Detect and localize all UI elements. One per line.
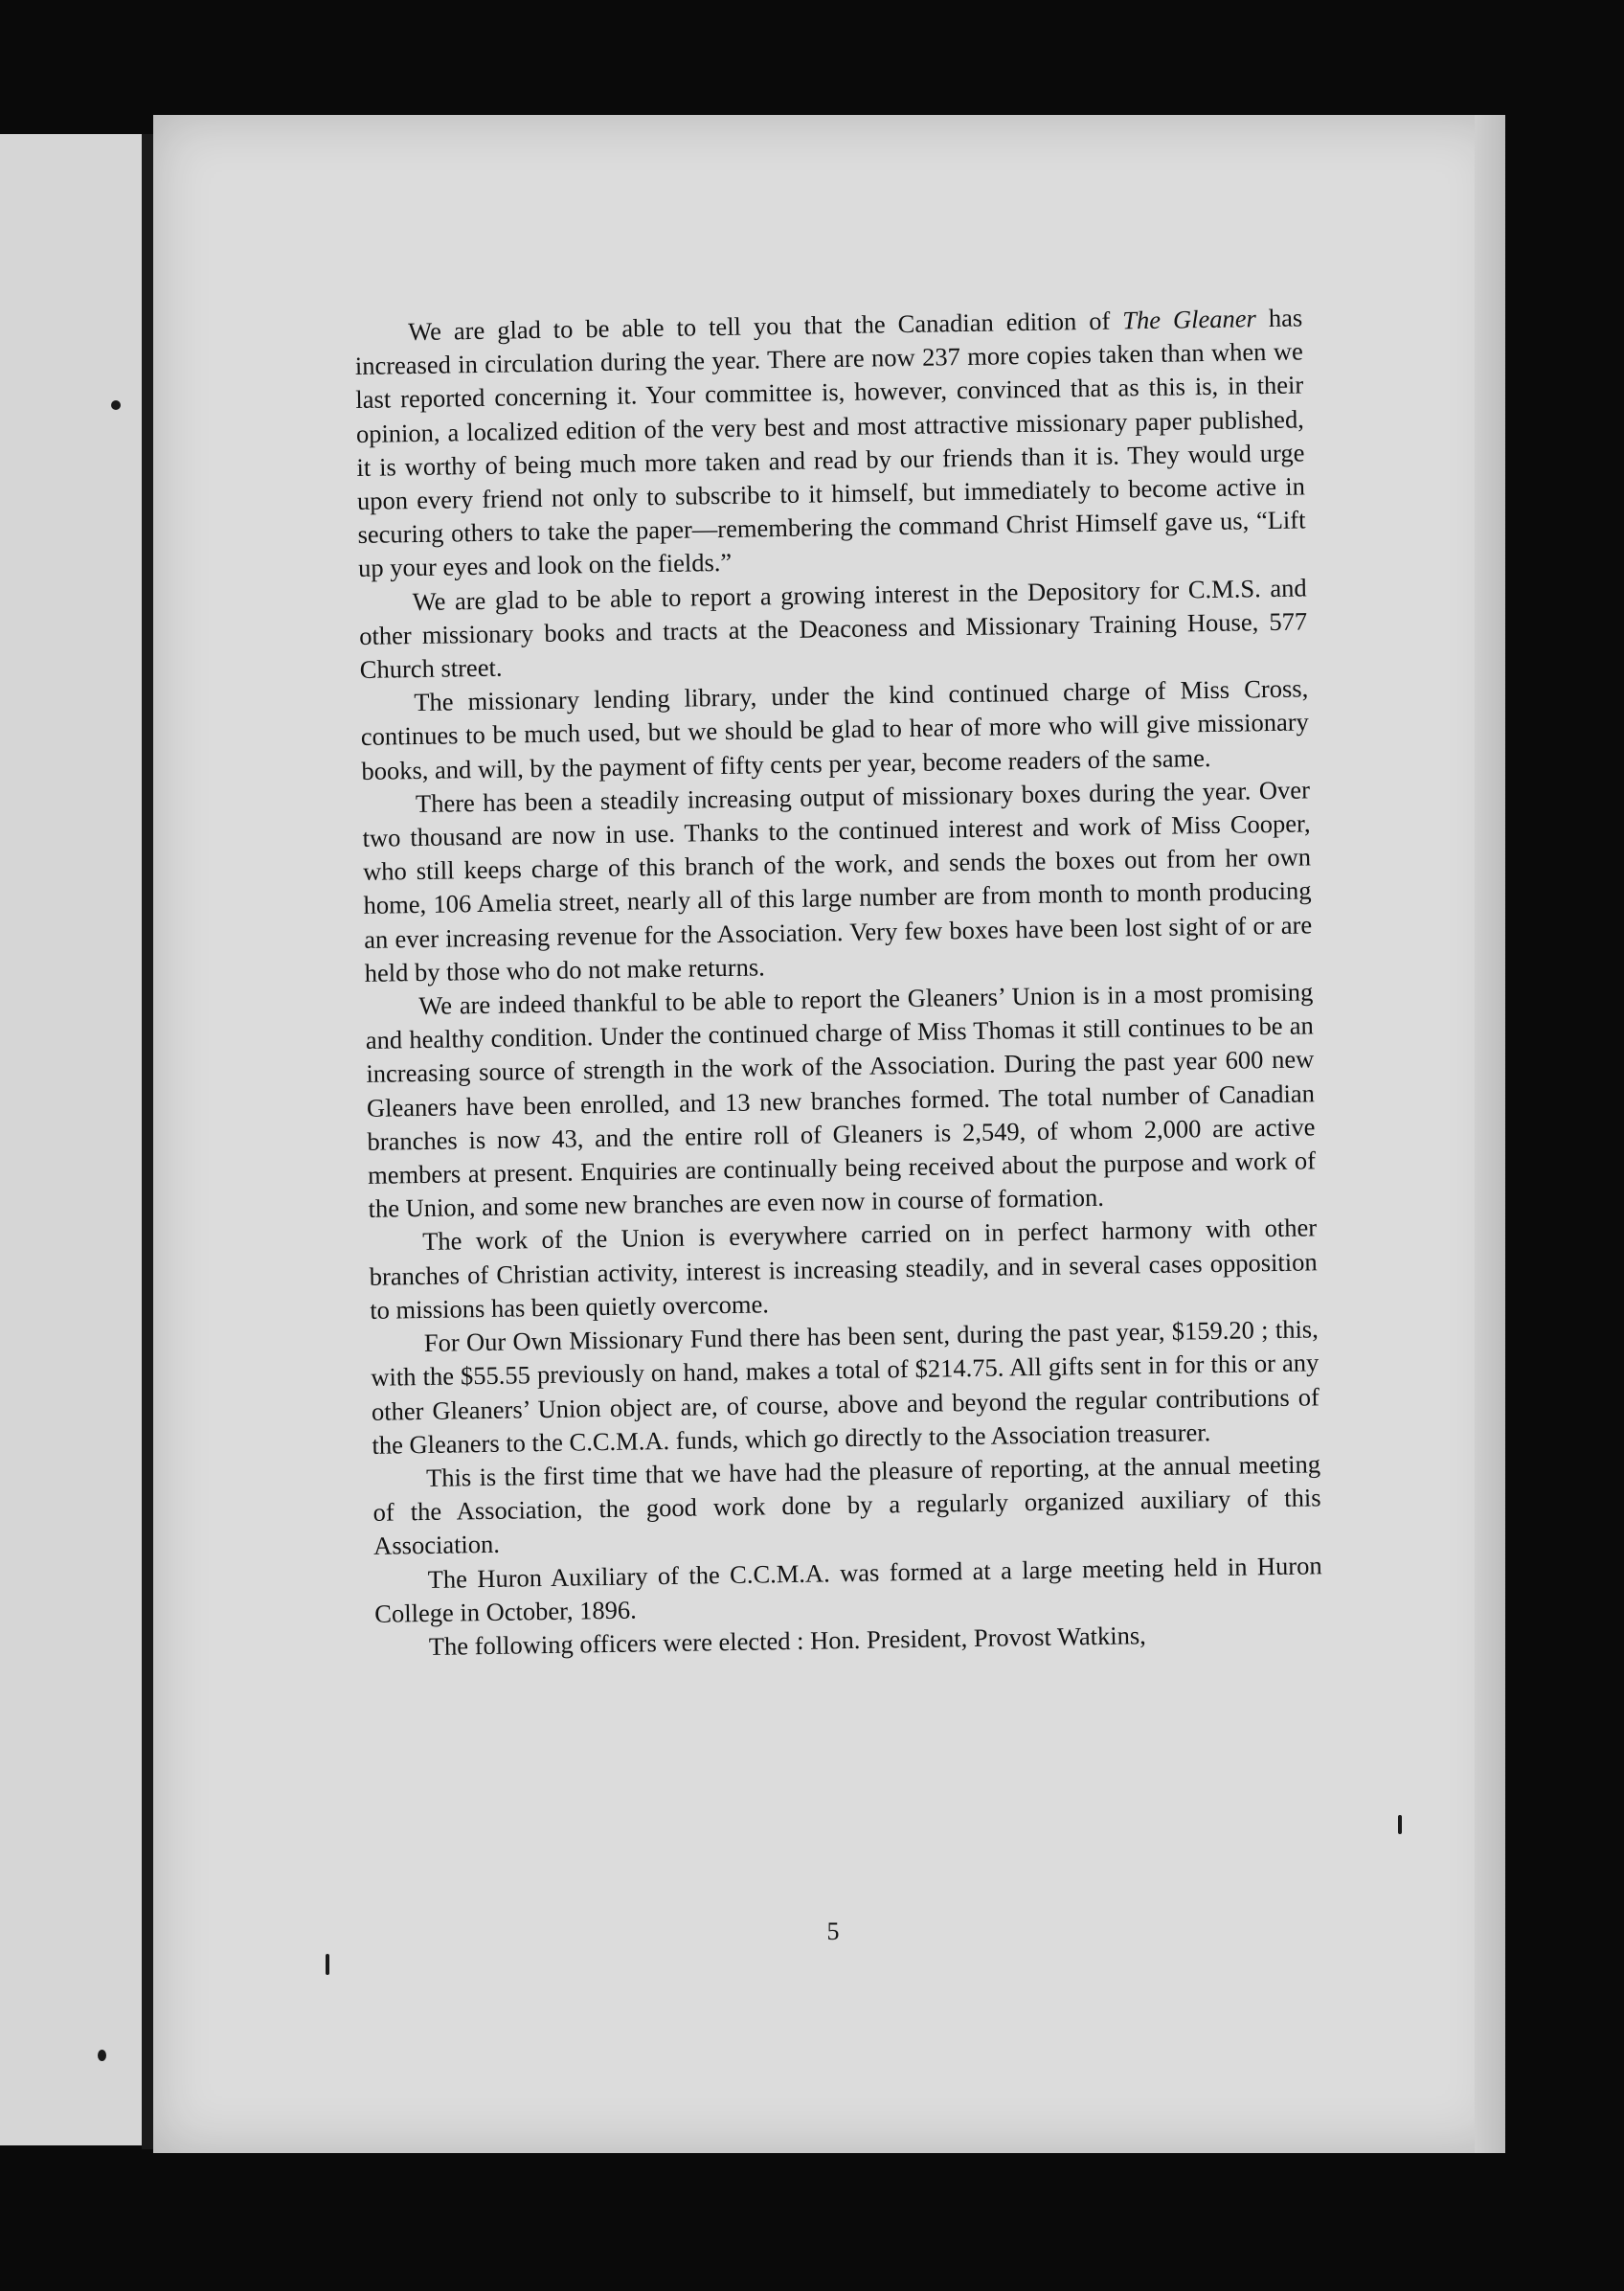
page-edge-shadow <box>1475 115 1505 2153</box>
page-number: 5 <box>826 1917 840 1945</box>
paragraph: We are glad to be able to report a growing interest in the Depository for C.M.S. and other missionary books and tracts at the Deaconess and Missionary Training House, 577 Church street. <box>359 573 1308 684</box>
paragraph: The work of the Union is everywhere carried on in perfect harmony with other branches of Christian activity, interest is increasing steadily, and in several cases opposition to missions has been quietly overcome. <box>369 1213 1318 1325</box>
book-gutter <box>142 134 153 2149</box>
paragraph-text: We are glad to be able to tell you that the Canadian edition of <box>408 306 1123 347</box>
paragraph: This is the first time that we have had the pleasure of reporting, at the annual meeting of the Association, the good work done by a regularly organized auxiliary of this Association. <box>372 1449 1321 1561</box>
body-text <box>354 301 1323 1665</box>
ink-speck <box>1398 1815 1402 1834</box>
ink-speck <box>326 1954 329 1975</box>
paragraph: The following officers were elected : Hon. President, Provost Watkins, <box>428 1621 1146 1661</box>
paragraph: The Huron Auxiliary of the C.C.M.A. was formed at a large meeting held in Huron College in October, 1896. <box>374 1550 1322 1628</box>
publication-title: The Gleaner <box>1122 304 1257 335</box>
paragraph: The missionary lending library, under the kind continued charge of Miss Cross, continues to be much used, but we should be glad to hear of more who will give missionary books, and will, by the payment of fifty cents per year, become readers of the same. <box>360 673 1310 785</box>
paragraph-text: has increased in circulation during the year. There are now 237 more copies taken than when we last reported concerning it. Your committee is, however, convinced that as this is, in their opinion, a localized edition of the very best and most attractive missionary paper published, it is worthy of being much more taken and read by our friends than it is. They would urge upon every friend not only to subscribe to it himself, but immediately to become active in securing others to take the paper—remembering the command Christ Himself gave us, “Lift up your eyes and look on the fields.” <box>354 303 1306 583</box>
facing-page-edge <box>0 134 142 2145</box>
ink-speck <box>111 400 121 410</box>
paragraph: For Our Own Missionary Fund there has been sent, during the past year, $159.20 ; this, with the $55.55 previously on hand, makes a total of $214.75. All gifts sent in for this or any other Gleaners’ Union object are, of course, above and beyond the regular contributions of the Gleaners to the C.C.M.A. funds, which go directly to the Association treasurer. <box>371 1314 1320 1460</box>
ink-speck <box>98 2050 106 2061</box>
paragraph: There has been a steadily increasing output of missionary boxes during the year. Over two thousand are now in use. Thanks to the continued interest and work of Miss Cooper, who still keeps charge of this branch of the work, and sends the boxes out from her own home, 106 Amelia street, nearly all of this large number are from month to month producing an ever increasing revenue for the Association. Very few boxes have been lost sight of or are held by those who do not make returns. <box>362 775 1313 987</box>
paragraph <box>354 301 1306 585</box>
paragraph: We are indeed thankful to be able to report the Gleaners’ Union is in a most promising and healthy condition. Under the continued charge of Miss Thomas it still continues to be an increasing source of strength in the work of the Association. During the past year 600 new Gleaners have been enrolled, and 13 new branches formed. The total number of Canadian branches is now 43, and the entire roll of Gleaners is 2,549, of whom 2,000 are active members at present. Enquiries are continually being received about the purpose and work of the Union, and some new branches are even now in course of formation. <box>365 977 1317 1224</box>
